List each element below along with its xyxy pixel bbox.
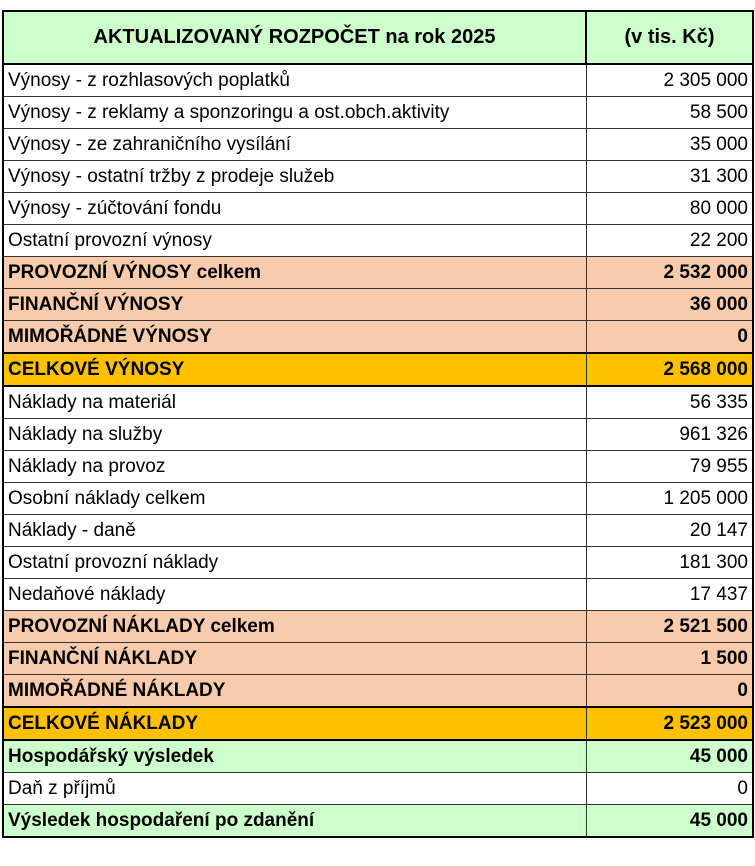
row-value: 961 326 — [586, 419, 753, 451]
budget-table — [2, 10, 754, 838]
table-row — [3, 805, 753, 838]
row-value: 45 000 — [586, 740, 753, 773]
table-row — [3, 386, 753, 419]
row-value: 2 568 000 — [586, 353, 753, 386]
row-value: 45 000 — [586, 805, 753, 838]
row-label: Ostatní provozní výnosy — [3, 225, 586, 257]
row-value: 0 — [586, 321, 753, 354]
table-row — [3, 129, 753, 161]
unit-header: (v tis. Kč) — [586, 11, 753, 64]
table-row — [3, 353, 753, 386]
row-value: 1 500 — [586, 643, 753, 675]
table-row — [3, 289, 753, 321]
row-label: Daň z příjmů — [3, 773, 586, 805]
table-row — [3, 707, 753, 740]
row-value: 2 305 000 — [586, 64, 753, 97]
row-value: 58 500 — [586, 97, 753, 129]
row-label: Náklady - daně — [3, 515, 586, 547]
table-row — [3, 97, 753, 129]
table-row — [3, 451, 753, 483]
row-value: 80 000 — [586, 193, 753, 225]
row-label: Výnosy - z rozhlasových poplatků — [3, 64, 586, 97]
row-value: 36 000 — [586, 289, 753, 321]
table-row — [3, 547, 753, 579]
row-value: 0 — [586, 773, 753, 805]
table-title: AKTUALIZOVANÝ ROZPOČET na rok 2025 — [3, 11, 586, 64]
row-label: PROVOZNÍ VÝNOSY celkem — [3, 257, 586, 289]
table-row — [3, 161, 753, 193]
table-row — [3, 419, 753, 451]
table-row — [3, 225, 753, 257]
table-row — [3, 579, 753, 611]
row-label: Výnosy - ostatní tržby z prodeje služeb — [3, 161, 586, 193]
table-row — [3, 611, 753, 643]
row-label: PROVOZNÍ NÁKLADY celkem — [3, 611, 586, 643]
table-row — [3, 64, 753, 97]
row-label: Náklady na provoz — [3, 451, 586, 483]
table-row — [3, 773, 753, 805]
row-value: 20 147 — [586, 515, 753, 547]
row-label: Náklady na služby — [3, 419, 586, 451]
row-value: 35 000 — [586, 129, 753, 161]
table-row — [3, 321, 753, 354]
row-label: CELKOVÉ NÁKLADY — [3, 707, 586, 740]
row-label: FINANČNÍ VÝNOSY — [3, 289, 586, 321]
row-label: CELKOVÉ VÝNOSY — [3, 353, 586, 386]
row-value: 2 523 000 — [586, 707, 753, 740]
row-value: 17 437 — [586, 579, 753, 611]
table-row — [3, 257, 753, 289]
row-value: 79 955 — [586, 451, 753, 483]
table-row — [3, 193, 753, 225]
row-label: Výnosy - ze zahraničního vysílání — [3, 129, 586, 161]
row-value: 56 335 — [586, 386, 753, 419]
row-value: 181 300 — [586, 547, 753, 579]
table-row — [3, 740, 753, 773]
table-row — [3, 483, 753, 515]
row-label: Nedaňové náklady — [3, 579, 586, 611]
row-value: 2 521 500 — [586, 611, 753, 643]
row-label: Hospodářský výsledek — [3, 740, 586, 773]
table-header-row — [3, 11, 753, 64]
row-value: 22 200 — [586, 225, 753, 257]
row-label: MIMOŘÁDNÉ NÁKLADY — [3, 675, 586, 708]
row-value: 2 532 000 — [586, 257, 753, 289]
table-row — [3, 643, 753, 675]
row-label: Výnosy - z reklamy a sponzoringu a ost.obch.aktivity — [3, 97, 586, 129]
row-label: Výsledek hospodaření po zdanění — [3, 805, 586, 838]
row-label: Osobní náklady celkem — [3, 483, 586, 515]
row-label: Náklady na materiál — [3, 386, 586, 419]
row-label: MIMOŘÁDNÉ VÝNOSY — [3, 321, 586, 354]
table-row — [3, 515, 753, 547]
row-value: 0 — [586, 675, 753, 708]
row-label: Ostatní provozní náklady — [3, 547, 586, 579]
row-value: 1 205 000 — [586, 483, 753, 515]
row-value: 31 300 — [586, 161, 753, 193]
row-label: Výnosy - zúčtování fondu — [3, 193, 586, 225]
table-row — [3, 675, 753, 708]
row-label: FINANČNÍ NÁKLADY — [3, 643, 586, 675]
